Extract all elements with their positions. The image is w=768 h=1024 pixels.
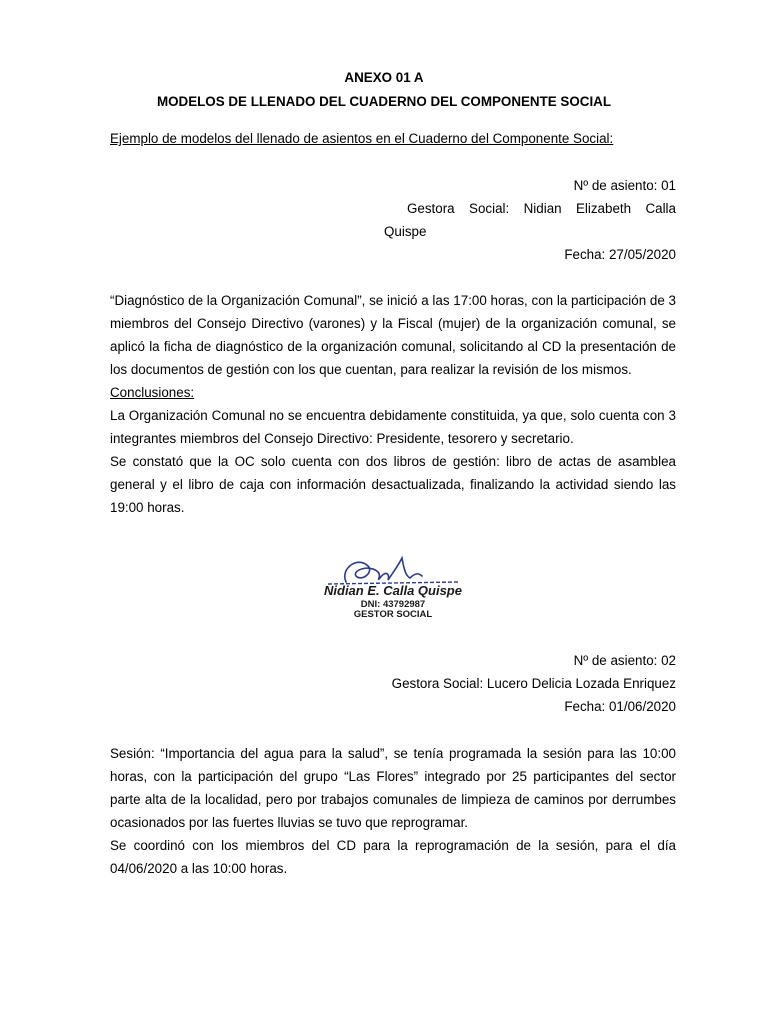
entry1-gestora xyxy=(407,201,676,216)
signature-name: Nidian E. Calla Quispe xyxy=(324,583,462,598)
entry1-gestora-continuation: Quispe xyxy=(384,224,427,239)
gestora-word: Calla xyxy=(645,201,676,216)
entry1-paragraph: La Organización Comunal no se encuentra debidamente constituida, ya que, solo cuenta con 3 integrantes miembros del Consejo Directivo: Presidente, tesorero y secretario. xyxy=(110,408,676,446)
gestora-word: Social: xyxy=(469,201,510,216)
signature-scribble xyxy=(345,558,422,582)
intro-heading: Ejemplo de modelos del llenado de asientos en el Cuaderno del Componente Social: xyxy=(110,131,614,146)
entry2-body xyxy=(110,742,676,880)
entry2-paragraph: Sesión: “Importancia del agua para la salud”, se tenía programada la sesión para las 10:00 horas, con la participación del grupo “Las Flores” integrado por 25 participantes del sector parte alta de la localidad, pero por trabajos comunales de limpieza de caminos por derrumbes ocasionados por las fuertes lluvias se tuvo que reprogramar. xyxy=(110,746,676,830)
entry2-paragraph: Se coordinó con los miembros del CD para la reprogramación de la sesión, para el día 04/06/2020 a las 10:00 horas. xyxy=(110,838,676,876)
gestora-word: Gestora xyxy=(407,201,455,216)
conclusions-label: Conclusiones: xyxy=(110,385,195,400)
entry1-body xyxy=(110,289,676,519)
entry1-number: Nº de asiento: 01 xyxy=(573,178,676,193)
annex-title: ANEXO 01 A xyxy=(344,70,424,85)
entry2-gestora: Gestora Social: Lucero Delicia Lozada Enriquez xyxy=(391,676,676,691)
document-subtitle: MODELOS DE LLENADO DEL CUADERNO DEL COMPONENTE SOCIAL xyxy=(156,94,612,109)
entry1-paragraph: Se constató que la OC solo cuenta con dos libros de gestión: libro de actas de asamblea general y el libro de caja con información desactualizada, finalizando la actividad siendo las 19:00 horas. xyxy=(110,454,676,515)
gestora-word: Elizabeth xyxy=(575,201,632,216)
entry2-date: Fecha: 01/06/2020 xyxy=(564,699,676,714)
signature-stamp xyxy=(318,548,468,620)
signature-role: GESTOR SOCIAL xyxy=(353,609,433,620)
signature-dni: DNI: 43792987 xyxy=(360,599,426,610)
entry1-date: Fecha: 27/05/2020 xyxy=(564,247,676,262)
entry2-number: Nº de asiento: 02 xyxy=(573,653,676,668)
entry1-paragraph: “Diagnóstico de la Organización Comunal”, se inició a las 17:00 horas, con la participación de 3 miembros del Consejo Directivo (varones) y la Fiscal (mujer) de la organización comunal, se aplicó la ficha de diagnóstico de la organización comunal, solicitando al CD la presentación de los documentos de gestión con los que cuentan, para realizar la revisión de los mismos. xyxy=(110,293,676,377)
gestora-word: Nidian xyxy=(523,201,562,216)
